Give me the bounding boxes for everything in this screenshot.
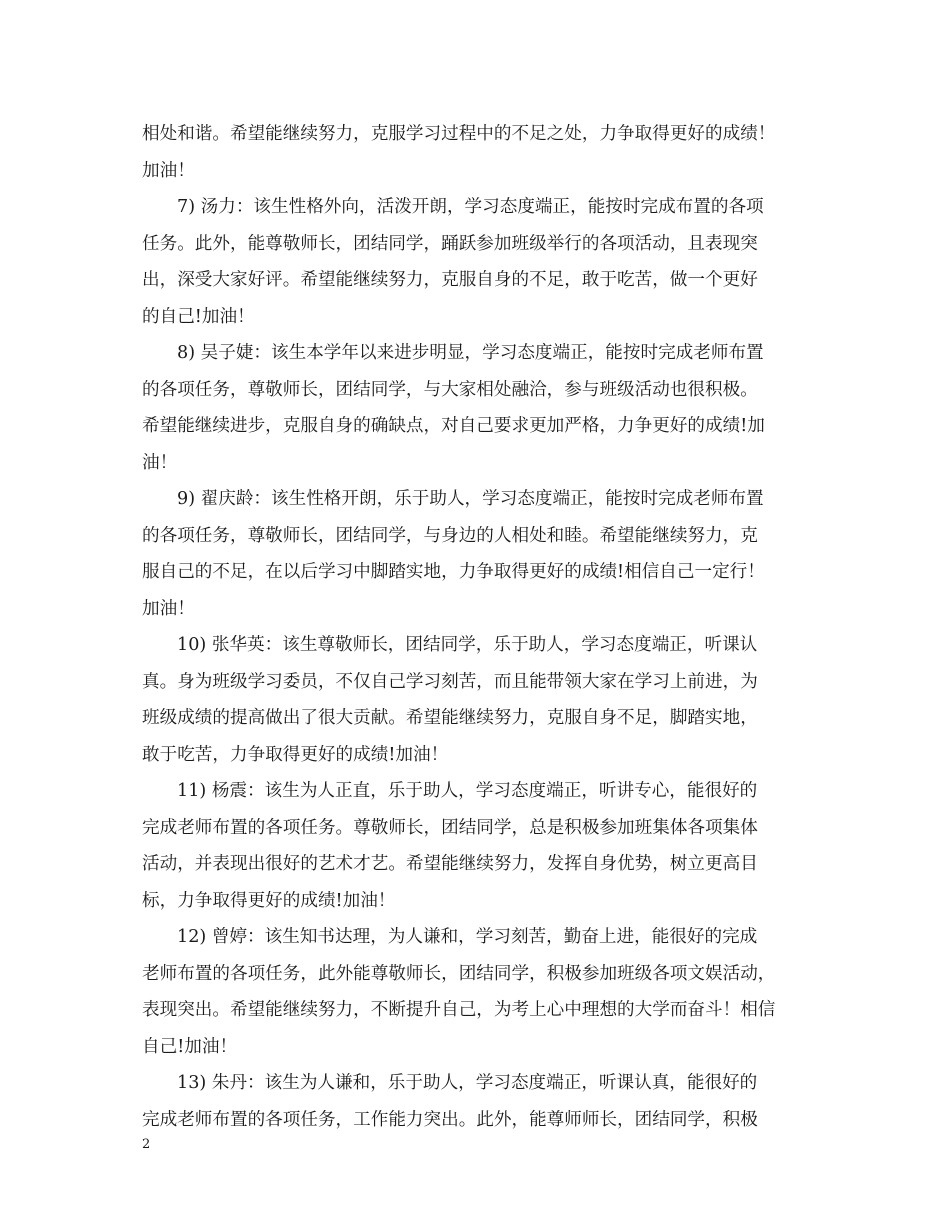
text-line: 班级成绩的提高做出了很大贡献。希望能继续努力，克服自身不足，脚踏实地， (142, 708, 758, 728)
text-line: 完成老师布置的各项任务。尊敬师长，团结同学，总是积极参加班集体各项集体 (142, 817, 758, 838)
text-line: 真。身为班级学习委员，不仅自己学习刻苦，而且能带领大家在学习上前进，为 (142, 671, 758, 692)
text-line: 油！ (142, 452, 178, 473)
text-line: 老师布置的各项任务，此外能尊敬师长，团结同学，积极参加班级各项文娱活动， (142, 963, 776, 984)
text-line: 的各项任务，尊敬师长，团结同学，与身边的人相处和睦。希望能继续努力，克 (142, 525, 758, 546)
text-line: 表现突出。希望能继续努力，不断提升自己，为考上心中理想的大学而奋斗！相信 (142, 1000, 776, 1020)
text-line: 标，力争取得更好的成绩!加油！ (142, 890, 396, 911)
paragraph-start-line: 9) 翟庆龄：该生性格开朗，乐于助人，学习态度端正，能按时完成老师布置 (177, 489, 764, 509)
text-line: 的各项任务，尊敬师长，团结同学，与大家相处融洽，参与班级活动也很积极。 (142, 379, 758, 400)
paragraph-start-line: 8) 吴子婕：该生本学年以来进步明显，学习态度端正，能按时完成老师布置 (177, 343, 764, 363)
text-line: 相处和谐。希望能继续努力，克服学习过程中的不足之处，力争取得更好的成绩！ (142, 124, 776, 144)
text-line: 活动，并表现出很好的艺术才艺。希望能继续努力，发挥自身优势，树立更高目 (142, 854, 758, 874)
page-number: 2 (142, 1137, 151, 1152)
paragraph-start-line: 10) 张华英：该生尊敬师长，团结同学，乐于助人，学习态度端正，听课认 (177, 635, 758, 655)
paragraph-start-line: 11) 杨震：该生为人正直，乐于助人，学习态度端正，听讲专心，能很好的 (177, 781, 758, 801)
text-line: 加油！ (142, 160, 195, 181)
text-line: 的自己!加油！ (142, 306, 255, 327)
text-line: 敢于吃苦，力争取得更好的成绩!加油！ (142, 744, 449, 765)
body-text (142, 116, 810, 1138)
paragraph-start-line: 13) 朱丹：该生为人谦和，乐于助人，学习态度端正，听课认真，能很好的 (177, 1073, 758, 1093)
paragraph-start-line: 7) 汤力：该生性格外向，活泼开朗，学习态度端正，能按时完成布置的各项 (177, 197, 764, 217)
text-line: 完成老师布置的各项任务，工作能力突出。此外，能尊师师长，团结同学，积极 (142, 1109, 758, 1130)
text-line: 加油！ (142, 598, 195, 619)
text-line: 任务。此外，能尊敬师长，团结同学，踊跃参加班级举行的各项活动，且表现突 (142, 233, 758, 254)
text-line: 希望能继续进步，克服自身的确缺点，对自己要求更加严格，力争更好的成绩!加 (142, 416, 765, 436)
text-line: 自己!加油！ (142, 1036, 238, 1057)
text-line: 出，深受大家好评。希望能继续努力，克服自身的不足，敢于吃苦，做一个更好 (142, 270, 758, 290)
text-line: 服自己的不足，在以后学习中脚踏实地，力争取得更好的成绩!相信自己一定行！ (142, 562, 765, 582)
paragraph-start-line: 12) 曾婷：该生知书达理，为人谦和，学习刻苦，勤奋上进，能很好的完成 (177, 927, 758, 947)
